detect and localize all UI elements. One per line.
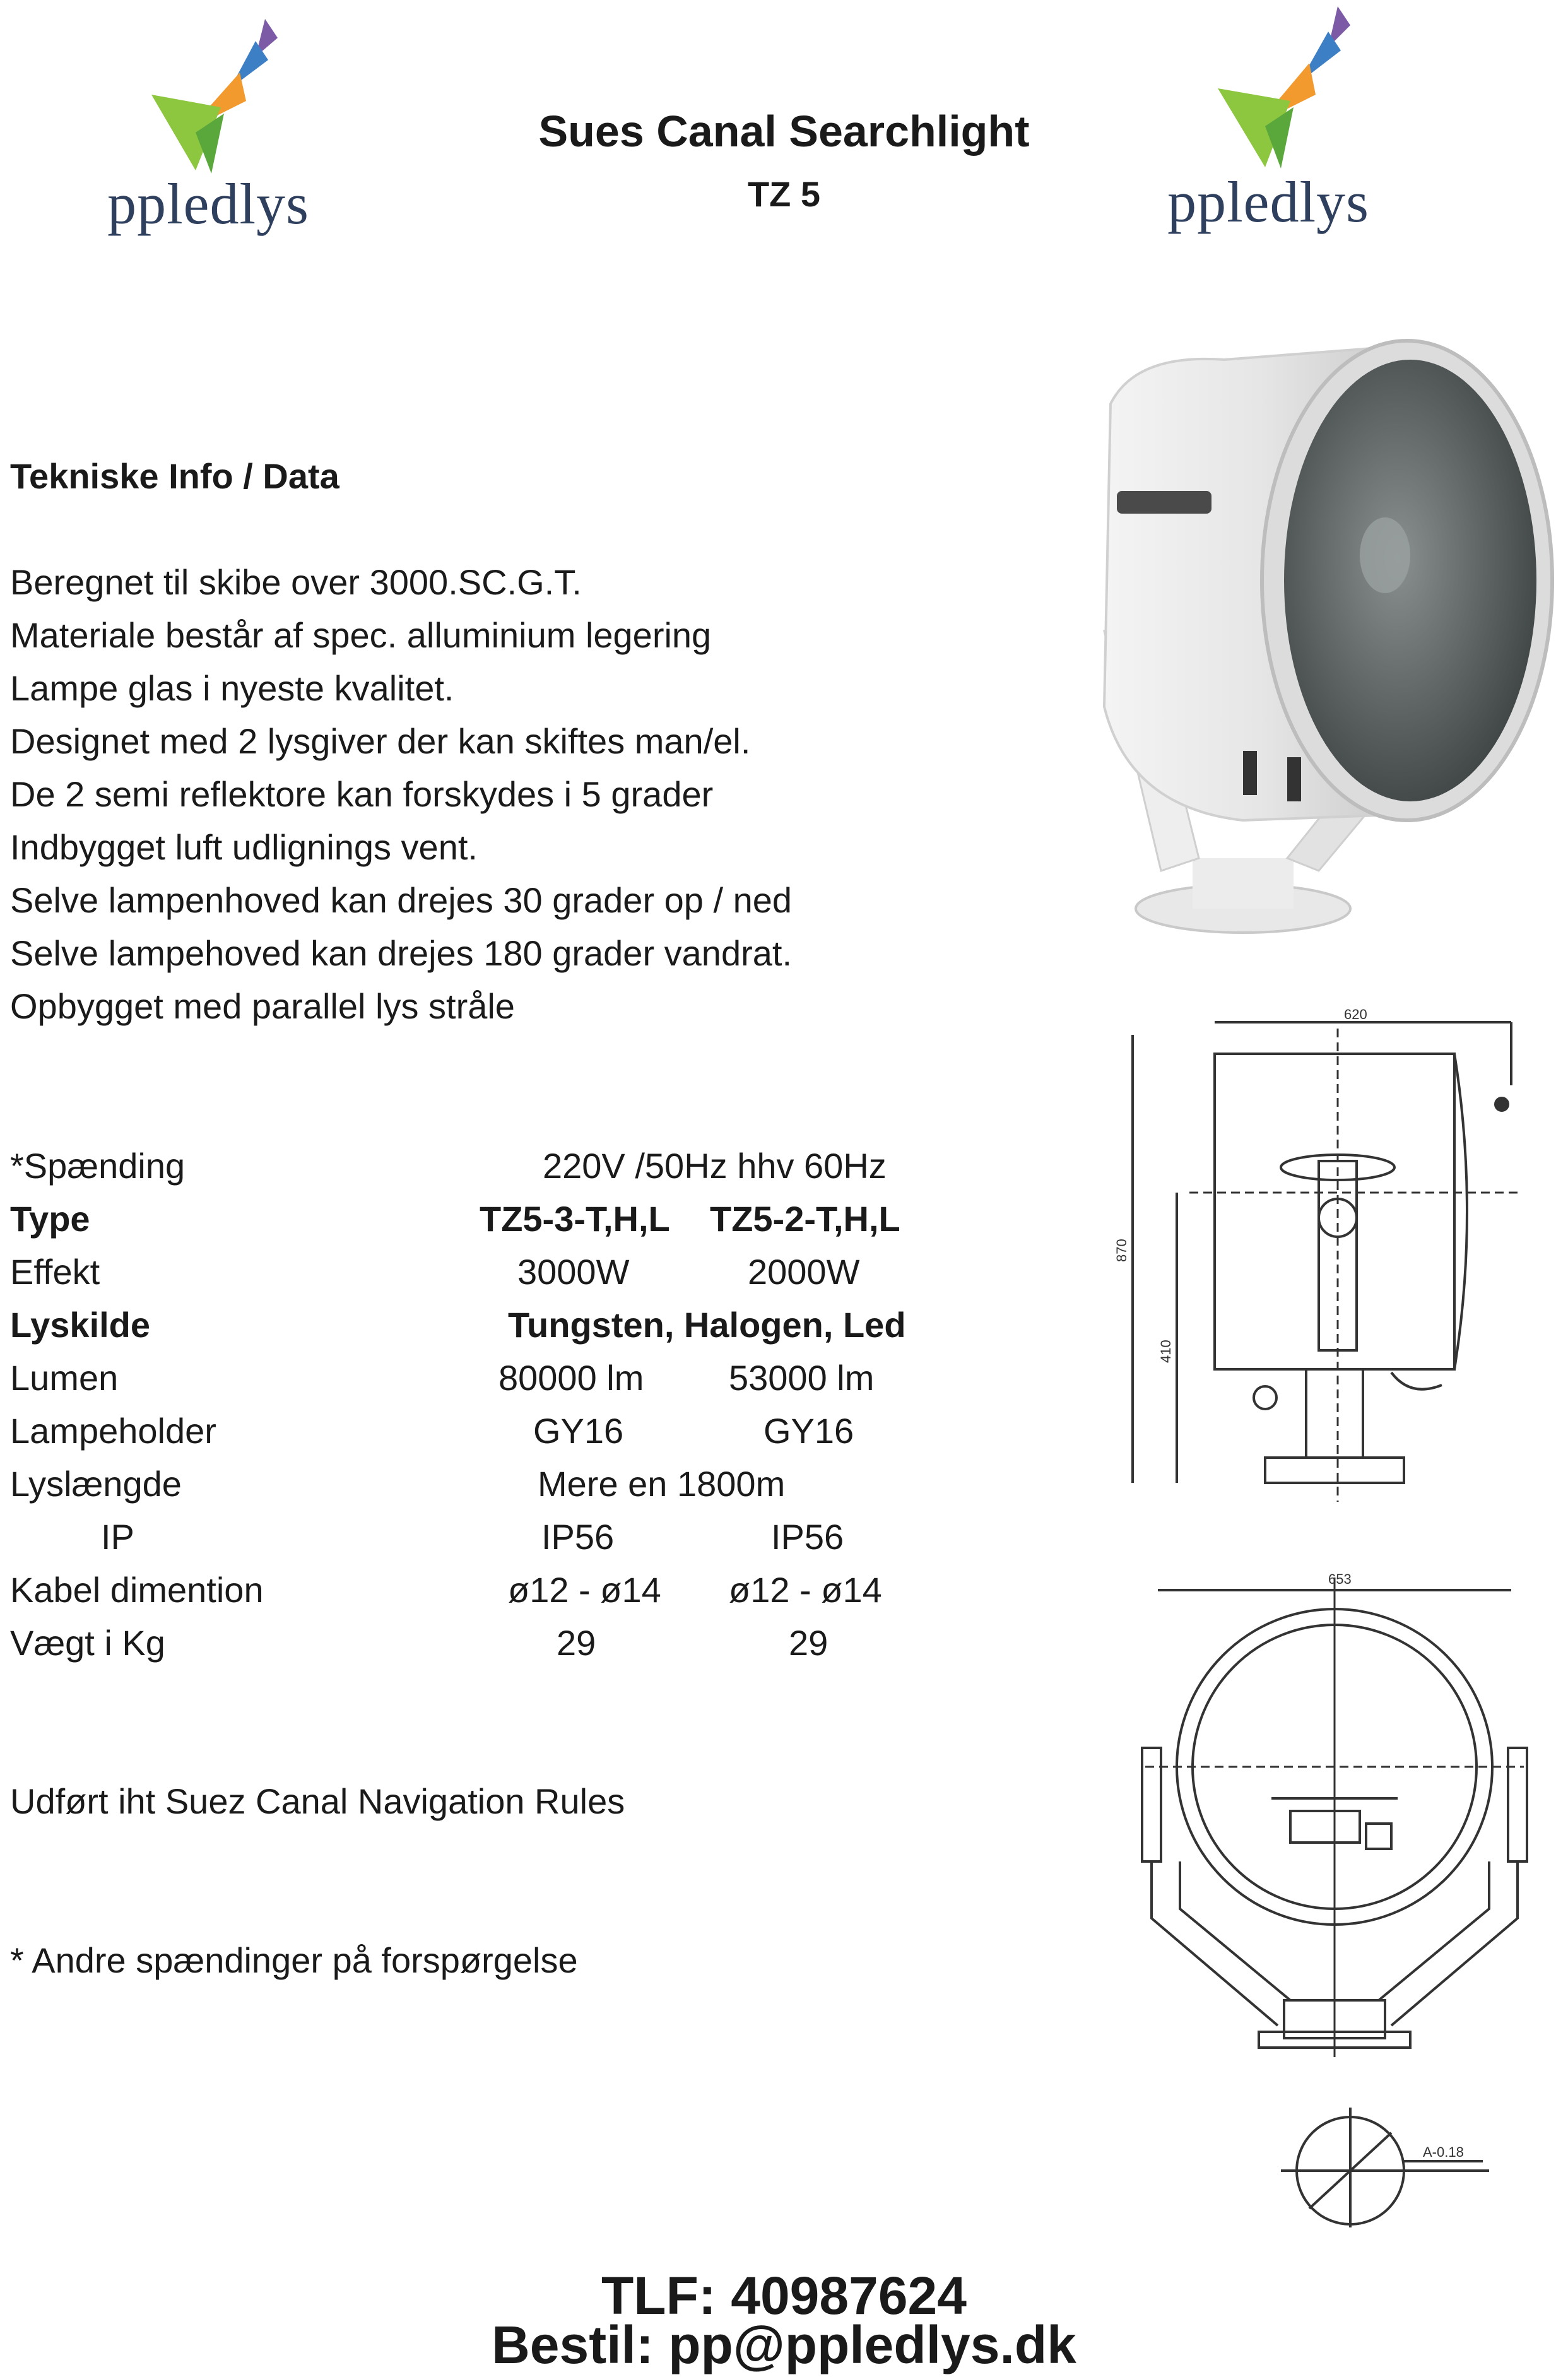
spec-row-voltage xyxy=(0,1145,946,1198)
spec-value-1: GY16 xyxy=(533,1411,624,1451)
spec-value-2: ø12 - ø14 xyxy=(729,1570,882,1610)
spec-row-power xyxy=(0,1251,946,1304)
spec-row-type xyxy=(0,1198,946,1251)
info-line: Designet med 2 lysgiver der kan skiftes man/el. xyxy=(10,721,751,761)
spec-row-lampholder xyxy=(0,1410,946,1463)
dimension-label: 653 xyxy=(1328,1571,1352,1587)
spec-value-1: 29 xyxy=(557,1623,596,1663)
front-view-drawing xyxy=(1133,1565,1536,2063)
rules-note: Udført iht Suez Canal Navigation Rules xyxy=(10,1781,625,1821)
info-line: Beregnet til skibe over 3000.SC.G.T. xyxy=(10,562,582,602)
detail-label: A-0.18 xyxy=(1423,2144,1464,2160)
brand-name-left: ppledlys xyxy=(107,172,309,236)
spec-value-2: TZ5-2-T,H,L xyxy=(710,1199,900,1239)
voltage-note: * Andre spændinger på forspørgelse xyxy=(10,1940,578,1980)
brand-name-right: ppledlys xyxy=(1167,170,1369,234)
dimension-label: 870 xyxy=(1114,1239,1129,1262)
info-line: Selve lampenhoved kan drejes 30 grader op / ned xyxy=(10,880,793,920)
spec-label: Kabel dimention xyxy=(10,1570,264,1610)
info-line: De 2 semi reflektore kan forskydes i 5 grader xyxy=(10,774,714,814)
spec-label: Lyskilde xyxy=(10,1305,151,1345)
spec-value-1: IP56 xyxy=(541,1517,615,1557)
spec-row-lumen xyxy=(0,1357,946,1410)
bird-logo-icon xyxy=(95,13,322,183)
spec-label: Lumen xyxy=(10,1358,119,1398)
info-line: Lampe glas i nyeste kvalitet. xyxy=(10,668,454,708)
spec-label: *Spænding xyxy=(10,1146,186,1186)
page-subtitle: TZ 5 xyxy=(747,174,821,214)
spec-value-2: 53000 lm xyxy=(729,1358,875,1398)
spec-value-2: 2000W xyxy=(748,1252,860,1292)
info-line: Opbygget med parallel lys stråle xyxy=(10,986,515,1026)
spec-value-2: IP56 xyxy=(771,1517,844,1557)
spec-label: Effekt xyxy=(10,1252,100,1292)
spec-label: Vægt i Kg xyxy=(10,1623,165,1663)
spec-label: IP xyxy=(101,1517,134,1557)
searchlight-photo xyxy=(1035,316,1565,947)
spec-row-ip xyxy=(0,1516,946,1569)
spec-row-cable xyxy=(0,1569,946,1622)
side-view-drawing xyxy=(1114,1006,1536,1514)
info-line: Materiale består af spec. alluminium legering xyxy=(10,615,712,655)
spec-value-1: 3000W xyxy=(517,1252,630,1292)
info-line: Indbygget luft udlignings vent. xyxy=(10,827,478,867)
info-line: Selve lampehoved kan drejes 180 grader vandrat. xyxy=(10,933,792,973)
dimension-label: 410 xyxy=(1158,1340,1174,1363)
spec-value-1: TZ5-3-T,H,L xyxy=(480,1199,670,1239)
spec-label: Type xyxy=(10,1199,90,1239)
page-title: Sues Canal Searchlight xyxy=(538,107,1030,156)
spec-value: Mere en 1800m xyxy=(538,1464,786,1504)
spec-value-2: GY16 xyxy=(763,1411,854,1451)
spec-value: Tungsten, Halogen, Led xyxy=(508,1305,906,1345)
info-heading: Tekniske Info / Data xyxy=(10,456,339,496)
spec-value: 220V /50Hz hhv 60Hz xyxy=(543,1146,887,1186)
spec-label: Lyslængde xyxy=(10,1464,182,1504)
spec-row-weight xyxy=(0,1622,946,1675)
dimension-label: 620 xyxy=(1344,1006,1367,1022)
detail-drawing xyxy=(1281,2108,1489,2227)
spec-value-2: 29 xyxy=(789,1623,828,1663)
spec-label: Lampeholder xyxy=(10,1411,216,1451)
spec-row-light-source xyxy=(0,1304,946,1357)
spec-row-range xyxy=(0,1463,946,1516)
contact-order-email[interactable]: Bestil: pp@ppledlys.dk xyxy=(492,2315,1076,2374)
spec-value-1: ø12 - ø14 xyxy=(508,1570,661,1610)
contact-phone: TLF: 40987624 xyxy=(601,2266,967,2325)
spec-value-1: 80000 lm xyxy=(498,1358,644,1398)
